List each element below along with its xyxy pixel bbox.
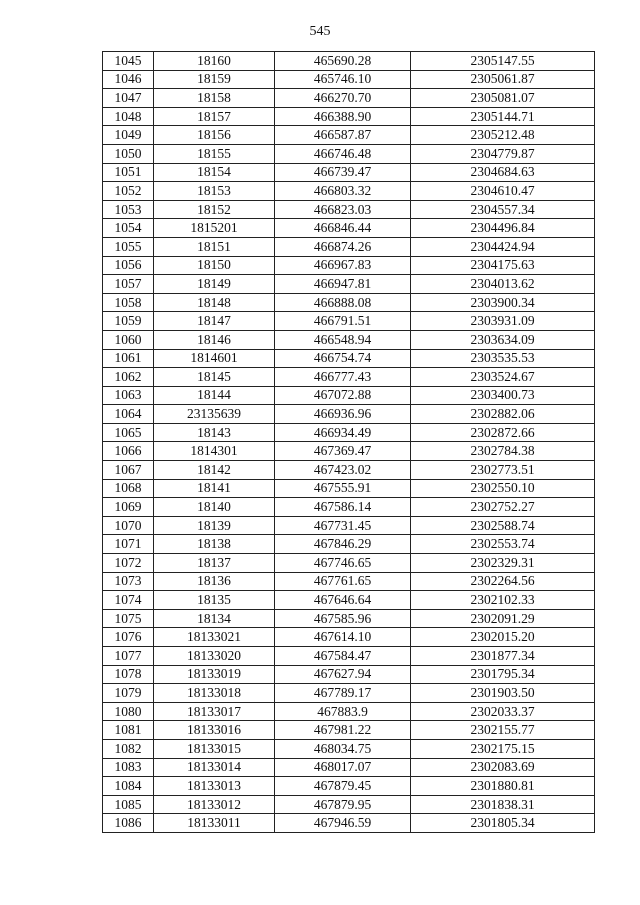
point-id-cell: 18158 bbox=[154, 89, 275, 108]
table-row bbox=[103, 758, 595, 777]
table-row bbox=[103, 498, 595, 517]
x-coordinate-cell: 467627.94 bbox=[275, 665, 411, 684]
point-id-cell: 23135639 bbox=[154, 405, 275, 424]
point-id-cell: 18147 bbox=[154, 312, 275, 331]
row-index-cell: 1050 bbox=[103, 144, 154, 163]
point-id-cell: 18156 bbox=[154, 126, 275, 145]
table-row bbox=[103, 591, 595, 610]
row-index-cell: 1073 bbox=[103, 572, 154, 591]
y-coordinate-cell: 2304013.62 bbox=[411, 275, 595, 294]
table-row bbox=[103, 70, 595, 89]
x-coordinate-cell: 467789.17 bbox=[275, 684, 411, 703]
table-row bbox=[103, 219, 595, 238]
table-row bbox=[103, 405, 595, 424]
row-index-cell: 1049 bbox=[103, 126, 154, 145]
point-id-cell: 18155 bbox=[154, 144, 275, 163]
row-index-cell: 1061 bbox=[103, 349, 154, 368]
table-row bbox=[103, 814, 595, 833]
table-row bbox=[103, 479, 595, 498]
table-row bbox=[103, 182, 595, 201]
point-id-cell: 1815201 bbox=[154, 219, 275, 238]
x-coordinate-cell: 466746.48 bbox=[275, 144, 411, 163]
x-coordinate-cell: 467555.91 bbox=[275, 479, 411, 498]
y-coordinate-cell: 2305147.55 bbox=[411, 52, 595, 71]
x-coordinate-cell: 467614.10 bbox=[275, 628, 411, 647]
row-index-cell: 1065 bbox=[103, 423, 154, 442]
x-coordinate-cell: 466947.81 bbox=[275, 275, 411, 294]
table-row bbox=[103, 126, 595, 145]
point-id-cell: 1814301 bbox=[154, 442, 275, 461]
table-row bbox=[103, 107, 595, 126]
point-id-cell: 18133011 bbox=[154, 814, 275, 833]
y-coordinate-cell: 2305144.71 bbox=[411, 107, 595, 126]
point-id-cell: 18144 bbox=[154, 386, 275, 405]
point-id-cell: 18154 bbox=[154, 163, 275, 182]
row-index-cell: 1080 bbox=[103, 702, 154, 721]
table-row bbox=[103, 665, 595, 684]
table-row bbox=[103, 739, 595, 758]
point-id-cell: 18146 bbox=[154, 330, 275, 349]
table-row bbox=[103, 702, 595, 721]
table-row bbox=[103, 349, 595, 368]
y-coordinate-cell: 2302588.74 bbox=[411, 516, 595, 535]
point-id-cell: 18157 bbox=[154, 107, 275, 126]
point-id-cell: 18149 bbox=[154, 275, 275, 294]
point-id-cell: 18152 bbox=[154, 200, 275, 219]
row-index-cell: 1062 bbox=[103, 368, 154, 387]
x-coordinate-cell: 467761.65 bbox=[275, 572, 411, 591]
point-id-cell: 18160 bbox=[154, 52, 275, 71]
x-coordinate-cell: 468034.75 bbox=[275, 739, 411, 758]
row-index-cell: 1083 bbox=[103, 758, 154, 777]
x-coordinate-cell: 467646.64 bbox=[275, 591, 411, 610]
row-index-cell: 1058 bbox=[103, 293, 154, 312]
y-coordinate-cell: 2303900.34 bbox=[411, 293, 595, 312]
row-index-cell: 1068 bbox=[103, 479, 154, 498]
row-index-cell: 1063 bbox=[103, 386, 154, 405]
y-coordinate-cell: 2302872.66 bbox=[411, 423, 595, 442]
y-coordinate-cell: 2302264.56 bbox=[411, 572, 595, 591]
point-id-cell: 18133018 bbox=[154, 684, 275, 703]
table-row bbox=[103, 795, 595, 814]
point-id-cell: 18143 bbox=[154, 423, 275, 442]
point-id-cell: 18148 bbox=[154, 293, 275, 312]
point-id-cell: 18135 bbox=[154, 591, 275, 610]
y-coordinate-cell: 2302329.31 bbox=[411, 554, 595, 573]
point-id-cell: 18133020 bbox=[154, 647, 275, 666]
table-row bbox=[103, 609, 595, 628]
y-coordinate-cell: 2302784.38 bbox=[411, 442, 595, 461]
table-row bbox=[103, 647, 595, 666]
table-row bbox=[103, 330, 595, 349]
table-row bbox=[103, 312, 595, 331]
y-coordinate-cell: 2301805.34 bbox=[411, 814, 595, 833]
y-coordinate-cell: 2304779.87 bbox=[411, 144, 595, 163]
row-index-cell: 1059 bbox=[103, 312, 154, 331]
x-coordinate-cell: 467746.65 bbox=[275, 554, 411, 573]
table-row bbox=[103, 535, 595, 554]
table-row bbox=[103, 275, 595, 294]
y-coordinate-cell: 2303400.73 bbox=[411, 386, 595, 405]
point-id-cell: 18138 bbox=[154, 535, 275, 554]
table-row bbox=[103, 237, 595, 256]
row-index-cell: 1071 bbox=[103, 535, 154, 554]
row-index-cell: 1053 bbox=[103, 200, 154, 219]
point-id-cell: 1814601 bbox=[154, 349, 275, 368]
row-index-cell: 1084 bbox=[103, 777, 154, 796]
point-id-cell: 18133021 bbox=[154, 628, 275, 647]
row-index-cell: 1082 bbox=[103, 739, 154, 758]
row-index-cell: 1076 bbox=[103, 628, 154, 647]
y-coordinate-cell: 2302550.10 bbox=[411, 479, 595, 498]
x-coordinate-cell: 467586.14 bbox=[275, 498, 411, 517]
x-coordinate-cell: 467731.45 bbox=[275, 516, 411, 535]
x-coordinate-cell: 467883.9 bbox=[275, 702, 411, 721]
y-coordinate-cell: 2302015.20 bbox=[411, 628, 595, 647]
y-coordinate-cell: 2302882.06 bbox=[411, 405, 595, 424]
row-index-cell: 1072 bbox=[103, 554, 154, 573]
table-row bbox=[103, 200, 595, 219]
y-coordinate-cell: 2305212.48 bbox=[411, 126, 595, 145]
row-index-cell: 1056 bbox=[103, 256, 154, 275]
x-coordinate-cell: 466936.96 bbox=[275, 405, 411, 424]
x-coordinate-cell: 467584.47 bbox=[275, 647, 411, 666]
row-index-cell: 1067 bbox=[103, 461, 154, 480]
point-id-cell: 18133016 bbox=[154, 721, 275, 740]
x-coordinate-cell: 466388.90 bbox=[275, 107, 411, 126]
x-coordinate-cell: 466888.08 bbox=[275, 293, 411, 312]
row-index-cell: 1054 bbox=[103, 219, 154, 238]
y-coordinate-cell: 2302083.69 bbox=[411, 758, 595, 777]
y-coordinate-cell: 2305061.87 bbox=[411, 70, 595, 89]
x-coordinate-cell: 467423.02 bbox=[275, 461, 411, 480]
point-id-cell: 18141 bbox=[154, 479, 275, 498]
x-coordinate-cell: 466874.26 bbox=[275, 237, 411, 256]
y-coordinate-cell: 2301880.81 bbox=[411, 777, 595, 796]
coordinates-table-body bbox=[103, 52, 595, 833]
y-coordinate-cell: 2304684.63 bbox=[411, 163, 595, 182]
point-id-cell: 18151 bbox=[154, 237, 275, 256]
table-row bbox=[103, 89, 595, 108]
y-coordinate-cell: 2302773.51 bbox=[411, 461, 595, 480]
point-id-cell: 18150 bbox=[154, 256, 275, 275]
table-row bbox=[103, 386, 595, 405]
y-coordinate-cell: 2304557.34 bbox=[411, 200, 595, 219]
table-row bbox=[103, 516, 595, 535]
row-index-cell: 1075 bbox=[103, 609, 154, 628]
table-row bbox=[103, 777, 595, 796]
row-index-cell: 1070 bbox=[103, 516, 154, 535]
y-coordinate-cell: 2302091.29 bbox=[411, 609, 595, 628]
table-row bbox=[103, 442, 595, 461]
x-coordinate-cell: 467369.47 bbox=[275, 442, 411, 461]
y-coordinate-cell: 2303535.53 bbox=[411, 349, 595, 368]
x-coordinate-cell: 467072.88 bbox=[275, 386, 411, 405]
y-coordinate-cell: 2302175.15 bbox=[411, 739, 595, 758]
x-coordinate-cell: 466846.44 bbox=[275, 219, 411, 238]
table-row bbox=[103, 368, 595, 387]
x-coordinate-cell: 467946.59 bbox=[275, 814, 411, 833]
point-id-cell: 18133014 bbox=[154, 758, 275, 777]
row-index-cell: 1074 bbox=[103, 591, 154, 610]
point-id-cell: 18136 bbox=[154, 572, 275, 591]
point-id-cell: 18133019 bbox=[154, 665, 275, 684]
x-coordinate-cell: 466934.49 bbox=[275, 423, 411, 442]
table-row bbox=[103, 293, 595, 312]
table-row bbox=[103, 52, 595, 71]
x-coordinate-cell: 466548.94 bbox=[275, 330, 411, 349]
row-index-cell: 1047 bbox=[103, 89, 154, 108]
coordinates-table bbox=[102, 51, 595, 833]
point-id-cell: 18139 bbox=[154, 516, 275, 535]
y-coordinate-cell: 2304175.63 bbox=[411, 256, 595, 275]
y-coordinate-cell: 2301795.34 bbox=[411, 665, 595, 684]
table-row bbox=[103, 144, 595, 163]
x-coordinate-cell: 466587.87 bbox=[275, 126, 411, 145]
table-row bbox=[103, 461, 595, 480]
row-index-cell: 1069 bbox=[103, 498, 154, 517]
y-coordinate-cell: 2303634.09 bbox=[411, 330, 595, 349]
row-index-cell: 1055 bbox=[103, 237, 154, 256]
y-coordinate-cell: 2302553.74 bbox=[411, 535, 595, 554]
point-id-cell: 18134 bbox=[154, 609, 275, 628]
x-coordinate-cell: 466967.83 bbox=[275, 256, 411, 275]
table-row bbox=[103, 554, 595, 573]
table-row bbox=[103, 684, 595, 703]
x-coordinate-cell: 467981.22 bbox=[275, 721, 411, 740]
point-id-cell: 18133015 bbox=[154, 739, 275, 758]
y-coordinate-cell: 2301877.34 bbox=[411, 647, 595, 666]
y-coordinate-cell: 2301903.50 bbox=[411, 684, 595, 703]
point-id-cell: 18159 bbox=[154, 70, 275, 89]
row-index-cell: 1066 bbox=[103, 442, 154, 461]
table-row bbox=[103, 163, 595, 182]
x-coordinate-cell: 467879.45 bbox=[275, 777, 411, 796]
row-index-cell: 1077 bbox=[103, 647, 154, 666]
point-id-cell: 18133013 bbox=[154, 777, 275, 796]
point-id-cell: 18133017 bbox=[154, 702, 275, 721]
x-coordinate-cell: 466270.70 bbox=[275, 89, 411, 108]
y-coordinate-cell: 2304610.47 bbox=[411, 182, 595, 201]
row-index-cell: 1052 bbox=[103, 182, 154, 201]
x-coordinate-cell: 466777.43 bbox=[275, 368, 411, 387]
y-coordinate-cell: 2302155.77 bbox=[411, 721, 595, 740]
table-row bbox=[103, 572, 595, 591]
x-coordinate-cell: 466823.03 bbox=[275, 200, 411, 219]
table-row bbox=[103, 256, 595, 275]
row-index-cell: 1079 bbox=[103, 684, 154, 703]
x-coordinate-cell: 466739.47 bbox=[275, 163, 411, 182]
x-coordinate-cell: 465690.28 bbox=[275, 52, 411, 71]
row-index-cell: 1060 bbox=[103, 330, 154, 349]
x-coordinate-cell: 468017.07 bbox=[275, 758, 411, 777]
row-index-cell: 1085 bbox=[103, 795, 154, 814]
row-index-cell: 1064 bbox=[103, 405, 154, 424]
point-id-cell: 18142 bbox=[154, 461, 275, 480]
row-index-cell: 1046 bbox=[103, 70, 154, 89]
x-coordinate-cell: 467879.95 bbox=[275, 795, 411, 814]
point-id-cell: 18145 bbox=[154, 368, 275, 387]
x-coordinate-cell: 467585.96 bbox=[275, 609, 411, 628]
y-coordinate-cell: 2302102.33 bbox=[411, 591, 595, 610]
y-coordinate-cell: 2301838.31 bbox=[411, 795, 595, 814]
y-coordinate-cell: 2305081.07 bbox=[411, 89, 595, 108]
x-coordinate-cell: 465746.10 bbox=[275, 70, 411, 89]
y-coordinate-cell: 2304496.84 bbox=[411, 219, 595, 238]
y-coordinate-cell: 2303524.67 bbox=[411, 368, 595, 387]
x-coordinate-cell: 466791.51 bbox=[275, 312, 411, 331]
row-index-cell: 1078 bbox=[103, 665, 154, 684]
x-coordinate-cell: 466754.74 bbox=[275, 349, 411, 368]
table-row bbox=[103, 628, 595, 647]
row-index-cell: 1048 bbox=[103, 107, 154, 126]
y-coordinate-cell: 2303931.09 bbox=[411, 312, 595, 331]
table-row bbox=[103, 423, 595, 442]
page-number: 545 bbox=[309, 24, 331, 39]
x-coordinate-cell: 466803.32 bbox=[275, 182, 411, 201]
point-id-cell: 18140 bbox=[154, 498, 275, 517]
y-coordinate-cell: 2302752.27 bbox=[411, 498, 595, 517]
row-index-cell: 1045 bbox=[103, 52, 154, 71]
x-coordinate-cell: 467846.29 bbox=[275, 535, 411, 554]
point-id-cell: 18153 bbox=[154, 182, 275, 201]
y-coordinate-cell: 2302033.37 bbox=[411, 702, 595, 721]
table-row bbox=[103, 721, 595, 740]
row-index-cell: 1081 bbox=[103, 721, 154, 740]
row-index-cell: 1051 bbox=[103, 163, 154, 182]
point-id-cell: 18137 bbox=[154, 554, 275, 573]
point-id-cell: 18133012 bbox=[154, 795, 275, 814]
y-coordinate-cell: 2304424.94 bbox=[411, 237, 595, 256]
row-index-cell: 1057 bbox=[103, 275, 154, 294]
row-index-cell: 1086 bbox=[103, 814, 154, 833]
